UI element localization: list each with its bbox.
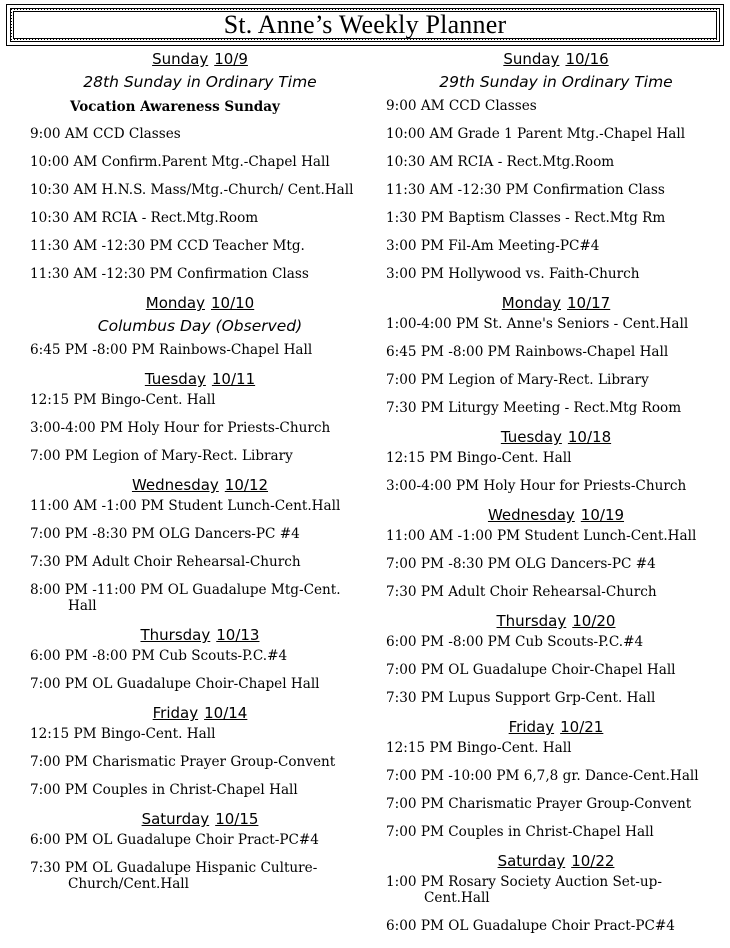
day-name: Friday [508, 718, 555, 736]
day-date: 10/11 [211, 370, 256, 388]
day-name: Thursday [496, 612, 567, 630]
day-heading [30, 370, 370, 388]
event-item: 10:30 AM H.N.S. Mass/Mtg.-Church/ Cent.Hall [30, 182, 354, 198]
event-item: 6:00 PM OL Guadalupe Choir Pract-PC#4 [386, 918, 675, 934]
title-banner [6, 4, 724, 46]
event-item: 11:00 AM -1:00 PM Student Lunch-Cent.Hall [30, 498, 341, 514]
title-inner [13, 11, 717, 39]
day-date: 10/20 [572, 612, 616, 630]
day-heading [30, 810, 370, 828]
day-section [386, 50, 726, 282]
page-title: St. Anne’s Weekly Planner [223, 10, 507, 39]
event-item: 7:30 PM Lupus Support Grp-Cent. Hall [386, 690, 656, 706]
event-item: 6:00 PM OL Guadalupe Choir Pract-PC#4 [30, 832, 319, 848]
day-date: 10/18 [567, 428, 612, 446]
day-date: 10/13 [216, 626, 260, 644]
event-item: 1:30 PM Baptism Classes - Rect.Mtg Rm [386, 210, 666, 226]
day-date: 10/19 [580, 506, 625, 524]
event-item: 11:30 AM -12:30 PM Confirmation Class [386, 182, 665, 198]
event-item: 11:30 AM -12:30 PM Confirmation Class [30, 266, 309, 282]
event-item: 12:15 PM Bingo-Cent. Hall [386, 740, 572, 756]
day-name: Saturday [141, 810, 210, 828]
event-item: 10:30 AM RCIA - Rect.Mtg.Room [30, 210, 259, 226]
day-section [30, 294, 370, 358]
event-item: 7:30 PM Adult Choir Rehearsal-Church [386, 584, 657, 600]
day-date: 10/14 [204, 704, 248, 722]
event-item: 10:30 AM RCIA - Rect.Mtg.Room [386, 154, 615, 170]
event-item: 9:00 AM CCD Classes [386, 98, 537, 114]
event-item: 7:00 PM Charismatic Prayer Group-Convent [386, 796, 692, 812]
event-item: 3:00 PM Fil-Am Meeting-PC#4 [386, 238, 600, 254]
day-section [386, 718, 726, 840]
day-heading [30, 626, 370, 644]
day-date: 10/12 [224, 476, 269, 494]
event-item: 7:00 PM Couples in Christ-Chapel Hall [30, 782, 298, 798]
day-heading [386, 294, 726, 312]
event-item: 7:30 PM Liturgy Meeting - Rect.Mtg Room [386, 400, 682, 416]
day-subtitle: Columbus Day (Observed) [97, 317, 303, 335]
event-item: 9:00 AM CCD Classes [30, 126, 181, 142]
day-subtitle: 29th Sunday in Ordinary Time [439, 73, 673, 91]
event-item: 7:00 PM OL Guadalupe Choir-Chapel Hall [386, 662, 676, 678]
event-item: 6:00 PM -8:00 PM Cub Scouts-P.C.#4 [30, 648, 288, 664]
event-item: 7:30 PM OL Guadalupe Hispanic Culture-Church/Cent.Hall [30, 860, 318, 892]
day-date: 10/10 [210, 294, 255, 312]
event-item: 6:00 PM -8:00 PM Cub Scouts-P.C.#4 [386, 634, 644, 650]
event-item: 11:30 AM -12:30 PM CCD Teacher Mtg. [30, 238, 305, 254]
day-name: Tuesday [144, 370, 206, 388]
event-item: 10:00 AM Confirm.Parent Mtg.-Chapel Hall [30, 154, 330, 170]
day-section [386, 612, 726, 706]
day-heading [30, 704, 370, 722]
day-name: Wednesday [131, 476, 219, 494]
day-observance: Vocation Awareness Sunday [70, 99, 280, 115]
event-item: 6:45 PM -8:00 PM Rainbows-Chapel Hall [386, 344, 669, 360]
event-item: 1:00-4:00 PM St. Anne's Seniors - Cent.Hall [386, 316, 689, 332]
day-heading [30, 50, 370, 68]
day-name: Sunday [152, 50, 209, 68]
event-item: 7:00 PM OL Guadalupe Choir-Chapel Hall [30, 676, 320, 692]
day-date: 10/9 [214, 50, 248, 68]
event-item: 10:00 AM Grade 1 Parent Mtg.-Chapel Hall [386, 126, 686, 142]
event-item: 7:00 PM Legion of Mary-Rect. Library [30, 448, 293, 464]
day-section [30, 810, 370, 892]
event-item: 7:00 PM Charismatic Prayer Group-Convent [30, 754, 336, 770]
event-item: 7:30 PM Adult Choir Rehearsal-Church [30, 554, 301, 570]
day-section [386, 294, 726, 416]
event-item: 12:15 PM Bingo-Cent. Hall [30, 726, 216, 742]
event-item: 7:00 PM Legion of Mary-Rect. Library [386, 372, 649, 388]
day-section [30, 704, 370, 798]
day-name: Monday [501, 294, 561, 312]
day-heading [386, 50, 726, 68]
day-heading [386, 506, 726, 524]
right-column [386, 50, 726, 946]
day-name: Thursday [140, 626, 211, 644]
event-item: 3:00 PM Hollywood vs. Faith-Church [386, 266, 640, 282]
day-section [30, 370, 370, 464]
event-item: 7:00 PM -10:00 PM 6,7,8 gr. Dance-Cent.Hall [386, 768, 699, 784]
event-item: 12:15 PM Bingo-Cent. Hall [30, 392, 216, 408]
event-item: 3:00-4:00 PM Holy Hour for Priests-Church [30, 420, 331, 436]
day-name: Saturday [497, 852, 566, 870]
day-heading [30, 294, 370, 312]
day-section [30, 50, 370, 282]
day-heading [386, 852, 726, 870]
day-date: 10/21 [560, 718, 604, 736]
day-section [386, 428, 726, 494]
day-section [30, 476, 370, 614]
day-section [30, 626, 370, 692]
day-subtitle: 28th Sunday in Ordinary Time [83, 73, 317, 91]
day-date: 10/17 [566, 294, 611, 312]
day-section [386, 506, 726, 600]
day-date: 10/16 [565, 50, 609, 68]
day-heading [386, 612, 726, 630]
event-item: 7:00 PM -8:30 PM OLG Dancers-PC #4 [30, 526, 300, 542]
event-item: 7:00 PM -8:30 PM OLG Dancers-PC #4 [386, 556, 656, 572]
event-item: 8:00 PM -11:00 PM OL Guadalupe Mtg-Cent. Hall [30, 582, 341, 614]
event-item: 3:00-4:00 PM Holy Hour for Priests-Church [386, 478, 687, 494]
event-item: 12:15 PM Bingo-Cent. Hall [386, 450, 572, 466]
event-item: 11:00 AM -1:00 PM Student Lunch-Cent.Hall [386, 528, 697, 544]
event-item: 6:45 PM -8:00 PM Rainbows-Chapel Hall [30, 342, 313, 358]
day-date: 10/15 [215, 810, 259, 828]
day-name: Tuesday [500, 428, 562, 446]
day-name: Friday [152, 704, 199, 722]
event-item: 7:00 PM Couples in Christ-Chapel Hall [386, 824, 654, 840]
day-heading [386, 718, 726, 736]
day-date: 10/22 [571, 852, 615, 870]
day-name: Sunday [503, 50, 560, 68]
left-column [30, 50, 370, 904]
event-item: 1:00 PM Rosary Society Auction Set-up-Cent.Hall [386, 874, 662, 906]
day-heading [386, 428, 726, 446]
day-heading [30, 476, 370, 494]
day-name: Monday [145, 294, 205, 312]
day-name: Wednesday [487, 506, 575, 524]
day-section [386, 852, 726, 934]
